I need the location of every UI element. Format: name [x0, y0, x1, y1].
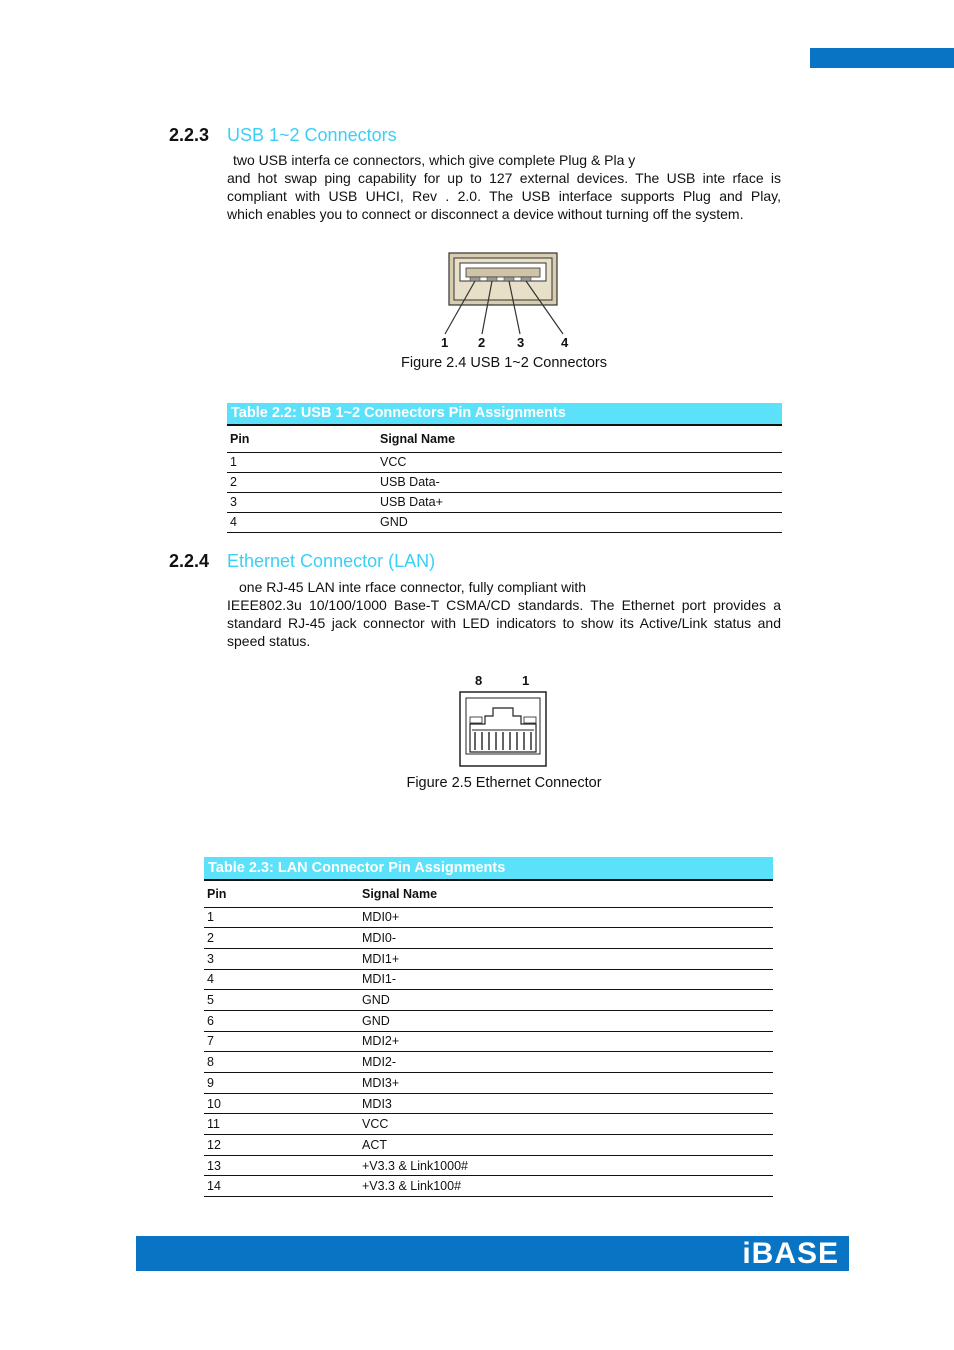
pin-cell: 3: [227, 492, 377, 512]
pin-cell: 10: [204, 1093, 359, 1114]
pin-cell: 1: [204, 907, 359, 928]
pin-label: 3: [517, 335, 525, 350]
signal-cell: USB Data-: [377, 472, 782, 492]
paragraph-line: standard RJ-45 jack connector with LED indicators to show its Active/Link status and: [227, 615, 781, 631]
lan-pin-table: [204, 857, 773, 1197]
column-header: Pin: [204, 881, 359, 907]
signal-cell: +V3.3 & Link1000#: [359, 1155, 773, 1176]
signal-cell: GND: [377, 512, 782, 532]
pin-cell: 2: [227, 472, 377, 492]
table-row: [204, 1073, 773, 1094]
paragraph-line: speed status.: [227, 633, 311, 649]
pin-cell: 3: [204, 948, 359, 969]
column-header: Signal Name: [359, 881, 773, 907]
pin-cell: 13: [204, 1155, 359, 1176]
pin-cell: 11: [204, 1114, 359, 1135]
paragraph-line: compliant with USB UHCI, Rev . 2.0. The USB interface supports Plug and Play,: [227, 188, 781, 204]
pin-cell: 9: [204, 1073, 359, 1094]
pin-cell: 5: [204, 990, 359, 1011]
figure-caption: Figure 2.5 Ethernet Connector: [406, 775, 602, 791]
paragraph-line: one RJ-45 LAN inte rface connector, fully compliant with: [239, 579, 587, 595]
signal-cell: +V3.3 & Link100#: [359, 1176, 773, 1197]
figure-caption: Figure 2.4 USB 1~2 Connectors: [401, 355, 607, 371]
table-row: [204, 1031, 773, 1052]
table-row: [204, 1114, 773, 1135]
pin-cell: 12: [204, 1135, 359, 1156]
pin-label: 8: [475, 673, 483, 688]
section-number: 2.2.4: [169, 551, 210, 571]
top-accent-bar: [810, 48, 954, 68]
signal-cell: GND: [359, 990, 773, 1011]
paragraph-line: and hot swap ping capability for up to 127 external devices. The USB inte rface is: [227, 170, 781, 186]
table-row: [227, 472, 782, 492]
section-number: 2.2.3: [169, 125, 210, 145]
pin-cell: 8: [204, 1052, 359, 1073]
column-header: Signal Name: [377, 426, 782, 452]
signal-cell: MDI0+: [359, 907, 773, 928]
table-row: [204, 1052, 773, 1073]
signal-cell: MDI2+: [359, 1031, 773, 1052]
ibase-logo: iBASE: [742, 1237, 839, 1270]
table-row: [204, 948, 773, 969]
pin-cell: 4: [227, 512, 377, 532]
table-row: [204, 1135, 773, 1156]
section-paragraph: [227, 151, 781, 223]
table-row: [204, 907, 773, 928]
signal-cell: MDI3: [359, 1093, 773, 1114]
paragraph-line: IEEE802.3u 10/100/1000 Base-T CSMA/CD standards. The Ethernet port provides a: [227, 597, 781, 613]
section-title: USB 1~2 Connectors: [227, 125, 397, 145]
table-row: [204, 990, 773, 1011]
signal-cell: ACT: [359, 1135, 773, 1156]
paragraph-line: two USB interfa ce connectors, which give complete Plug & Pla y: [233, 152, 636, 168]
pin-label: 1: [441, 335, 449, 350]
section-paragraph: [227, 578, 781, 650]
column-header: Pin: [227, 426, 377, 452]
table-title: Table 2.2: USB 1~2 Connectors Pin Assignments: [227, 403, 782, 426]
pin-label: 4: [561, 335, 569, 350]
pin-label: 1: [522, 673, 530, 688]
pin-label: 2: [478, 335, 486, 350]
table-row: [204, 1155, 773, 1176]
table-row: [204, 1176, 773, 1197]
signal-cell: VCC: [377, 452, 782, 472]
footer-bar: [136, 1236, 849, 1271]
table-title: Table 2.3: LAN Connector Pin Assignments: [204, 857, 773, 881]
signal-cell: GND: [359, 1010, 773, 1031]
table-row: [204, 969, 773, 990]
paragraph-line: which enables you to connect or disconnect a device without turning off the system.: [227, 206, 744, 222]
section-title: Ethernet Connector (LAN): [227, 551, 436, 571]
pin-cell: 6: [204, 1010, 359, 1031]
pin-cell: 14: [204, 1176, 359, 1197]
usb-pin-table: [227, 403, 782, 533]
signal-cell: MDI3+: [359, 1073, 773, 1094]
signal-cell: MDI2-: [359, 1052, 773, 1073]
pin-cell: 7: [204, 1031, 359, 1052]
table-row: [204, 1010, 773, 1031]
signal-cell: MDI1-: [359, 969, 773, 990]
signal-cell: MDI0-: [359, 928, 773, 949]
table-row: [204, 1093, 773, 1114]
signal-cell: MDI1+: [359, 948, 773, 969]
signal-cell: VCC: [359, 1114, 773, 1135]
table-row: [227, 452, 782, 472]
pin-cell: 4: [204, 969, 359, 990]
table-row: [204, 928, 773, 949]
ethernet-connector-figure: [455, 670, 555, 770]
table-row: [227, 492, 782, 512]
pin-cell: 2: [204, 928, 359, 949]
pin-cell: 1: [227, 452, 377, 472]
usb-connector-figure: [430, 248, 580, 350]
signal-cell: USB Data+: [377, 492, 782, 512]
table-row: [227, 512, 782, 532]
